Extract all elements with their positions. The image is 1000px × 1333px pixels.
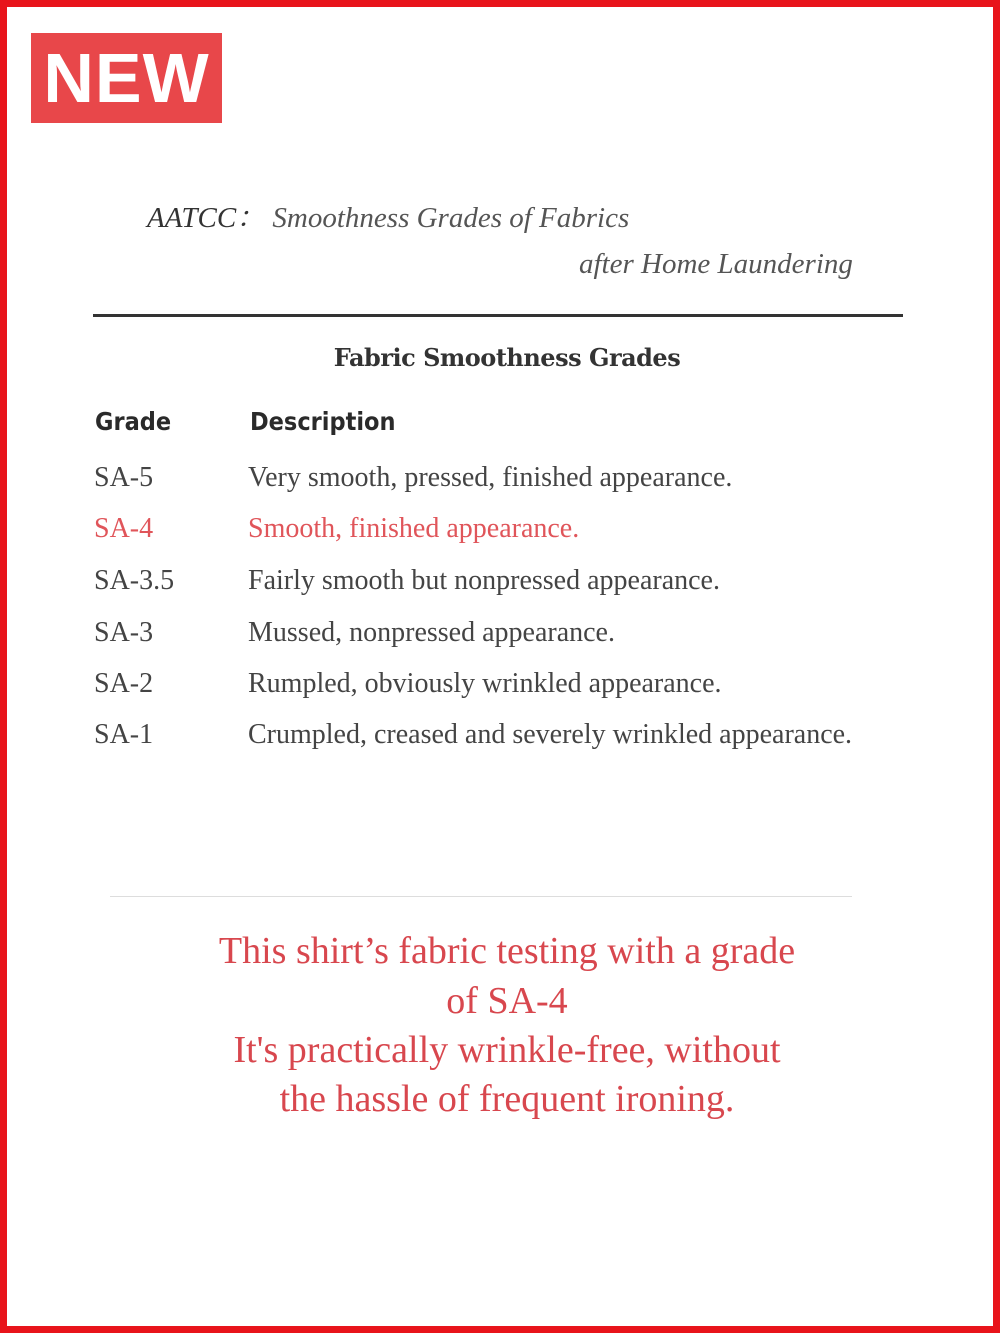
table-heading: Fabric Smoothness Grades (333, 343, 681, 372)
grade-cell: SA-3.5 (94, 565, 175, 596)
description-cell: Very smooth, pressed, finished appearance. (248, 462, 733, 493)
grade-cell: SA-5 (94, 462, 154, 493)
description-cell: Mussed, nonpressed appearance. (248, 617, 615, 648)
grade-cell: SA-3 (94, 617, 154, 648)
grade-cell: SA-4 (94, 513, 154, 544)
description-cell: Fairly smooth but nonpressed appearance. (248, 565, 720, 596)
document-title (147, 195, 629, 236)
column-header-description: Description (250, 407, 396, 436)
grade-cell: SA-1 (94, 719, 154, 750)
table-row (7, 462, 1000, 502)
section-divider (110, 896, 852, 897)
note-line-3: It's practically wrinkle-free, without (233, 1029, 781, 1071)
table-row (7, 565, 1000, 605)
grade-cell: SA-2 (94, 668, 154, 699)
note-line-4: the hassle of frequent ironing. (279, 1078, 735, 1120)
title-divider (93, 314, 903, 317)
description-cell: Smooth, finished appearance. (248, 513, 580, 544)
table-row-highlighted (7, 513, 1000, 553)
table-row (7, 719, 1000, 759)
note-line-1: This shirt’s fabric testing with a grade (218, 930, 796, 972)
description-cell: Rumpled, obviously wrinkled appearance. (248, 668, 722, 699)
table-row (7, 668, 1000, 708)
note-line-2: of SA-4 (446, 980, 568, 1022)
description-cell: Crumpled, creased and severely wrinkled appearance. (248, 719, 853, 750)
column-header-grade: Grade (95, 407, 172, 436)
title-line-2: after Home Laundering (579, 248, 853, 280)
organization-name: AATCC： (147, 202, 266, 234)
title-line-1: Smoothness Grades of Fabrics (272, 202, 630, 234)
table-row (7, 617, 1000, 657)
new-badge: NEW (31, 33, 222, 123)
